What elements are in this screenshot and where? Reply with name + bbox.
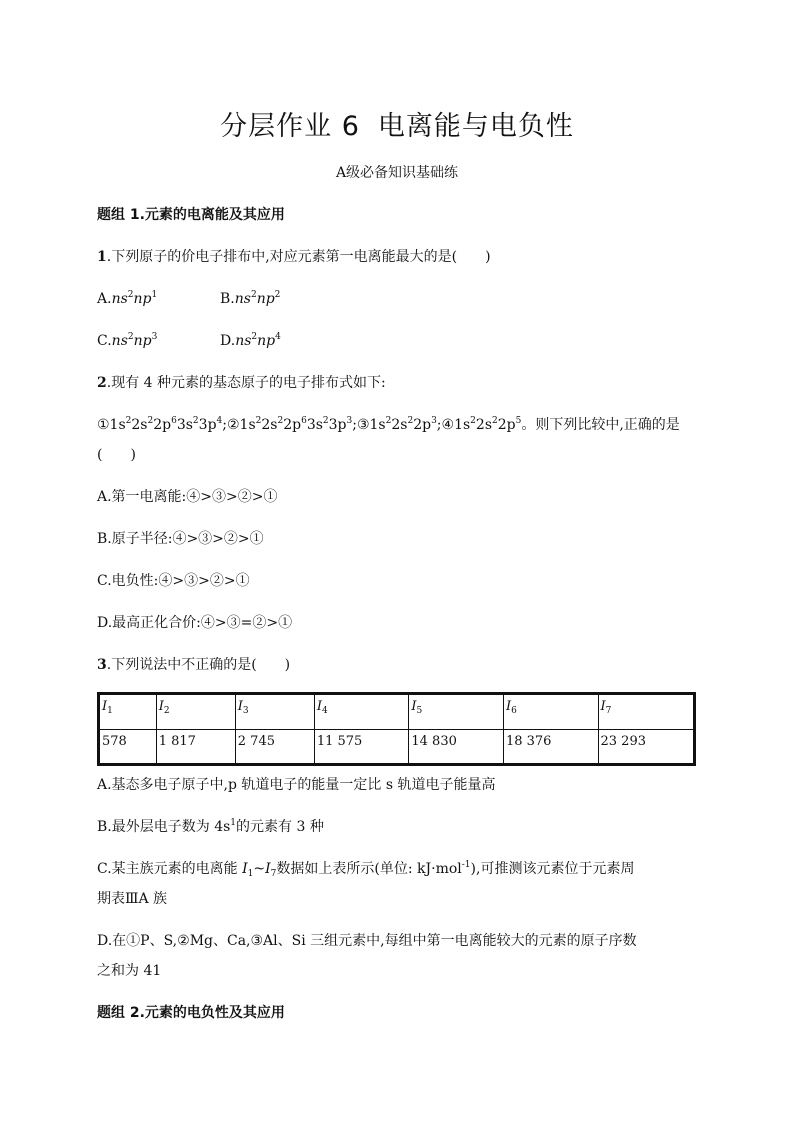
- config-1: $①1s^22s^22p^63s^23p^4$;: [97, 416, 227, 433]
- q2-option-B: B.原子半径:④>③>②>①: [97, 531, 264, 547]
- q3-option-B: B.最外层电子数为 $4s^1$的元素有 3 种: [97, 818, 324, 835]
- table-cell: 23 293: [598, 730, 695, 765]
- table-header-row: [99, 694, 695, 730]
- ionization-energy-table: [97, 692, 696, 766]
- config-4: $④1s^22s^22p^5$。: [441, 416, 536, 433]
- q3-option-C: C.某主族元素的电离能 $I_1\sim I_7$数据如上表所示(单位: kJ·mol$^{-1}$),可推测该元素位于元素周: [97, 860, 635, 879]
- question-1-number: 1: [97, 249, 107, 265]
- section-subtitle: A级必备知识基础练: [335, 165, 459, 181]
- question-2-configs: [97, 416, 680, 434]
- table-header-cell: $I_6$: [503, 694, 598, 730]
- question-1-options-row-2: [97, 332, 281, 350]
- table-cell: 11 575: [314, 730, 409, 765]
- table-header-cell: $I_7$: [598, 694, 695, 730]
- table-cell: 1 817: [156, 730, 235, 765]
- title-main: 分层作业 6: [220, 111, 360, 142]
- q1-option-C: $C.ns^2np^3$: [97, 332, 158, 349]
- group1-heading: 题组 1.元素的电离能及其应用: [97, 207, 285, 223]
- q2-option-D: D.最高正化合价:④>③=②>①: [97, 615, 293, 631]
- table-header-cell: $I_3$: [235, 694, 314, 730]
- q1-option-B: $B.ns^2np^2$: [220, 290, 281, 307]
- question-2-stem-tail: 则下列比较中,正确的是: [535, 417, 680, 433]
- table-cell: 578: [99, 730, 157, 765]
- config-3: $③1s^22s^22p^3$;: [356, 416, 442, 433]
- q3-option-C-line-2: 期表ⅢA 族: [97, 891, 168, 907]
- title-topic: 电离能与电负性: [377, 111, 574, 142]
- q3-option-A: A.基态多电子原子中,p 轨道电子的能量一定比 s 轨道电子能量高: [97, 777, 496, 793]
- question-3-text: .下列说法中不正确的是( ): [106, 657, 291, 673]
- q2-option-C: C.电负性:④>③>②>①: [97, 573, 250, 589]
- config-2: $②1s^22s^22p^63s^23p^3$;: [226, 416, 357, 433]
- q1-option-A: $A.ns^2np^1$: [97, 290, 158, 307]
- question-2-number: 2: [97, 375, 107, 391]
- table-header-cell: $I_5$: [409, 694, 504, 730]
- table-cell: 2 745: [235, 730, 314, 765]
- question-1-options-row-1: [97, 290, 281, 308]
- table-cell: 18 376: [503, 730, 598, 765]
- table-row: [99, 730, 695, 765]
- table-cell: 14 830: [409, 730, 504, 765]
- q2-option-A: A.第一电离能:④>③>②>①: [97, 489, 278, 505]
- q3-option-D: D.在①P、S,②Mg、Ca,③Al、Si 三组元素中,每组中第一电离能较大的元素的原子序数: [97, 933, 637, 949]
- table-header-cell: $I_2$: [156, 694, 235, 730]
- question-1-text: .下列原子的价电子排布中,对应元素第一电离能最大的是( ): [106, 249, 491, 265]
- question-2-text: .现有 4 种元素的基态原子的电子排布式如下:: [106, 375, 386, 391]
- question-1-stem: [97, 248, 491, 266]
- question-2-paren: ( ): [97, 447, 136, 463]
- table-header-cell: $I_4$: [314, 694, 409, 730]
- question-3-stem: [97, 656, 290, 674]
- question-2-stem: [97, 374, 386, 392]
- group2-heading: 题组 2.元素的电负性及其应用: [97, 1005, 285, 1021]
- question-3-number: 3: [97, 657, 107, 673]
- table-header-cell: $I_1$: [99, 694, 157, 730]
- q1-option-D: $D.ns^2np^4$: [220, 332, 281, 349]
- q3-option-D-line-2: 之和为 41: [97, 963, 162, 979]
- page-title: [0, 104, 794, 143]
